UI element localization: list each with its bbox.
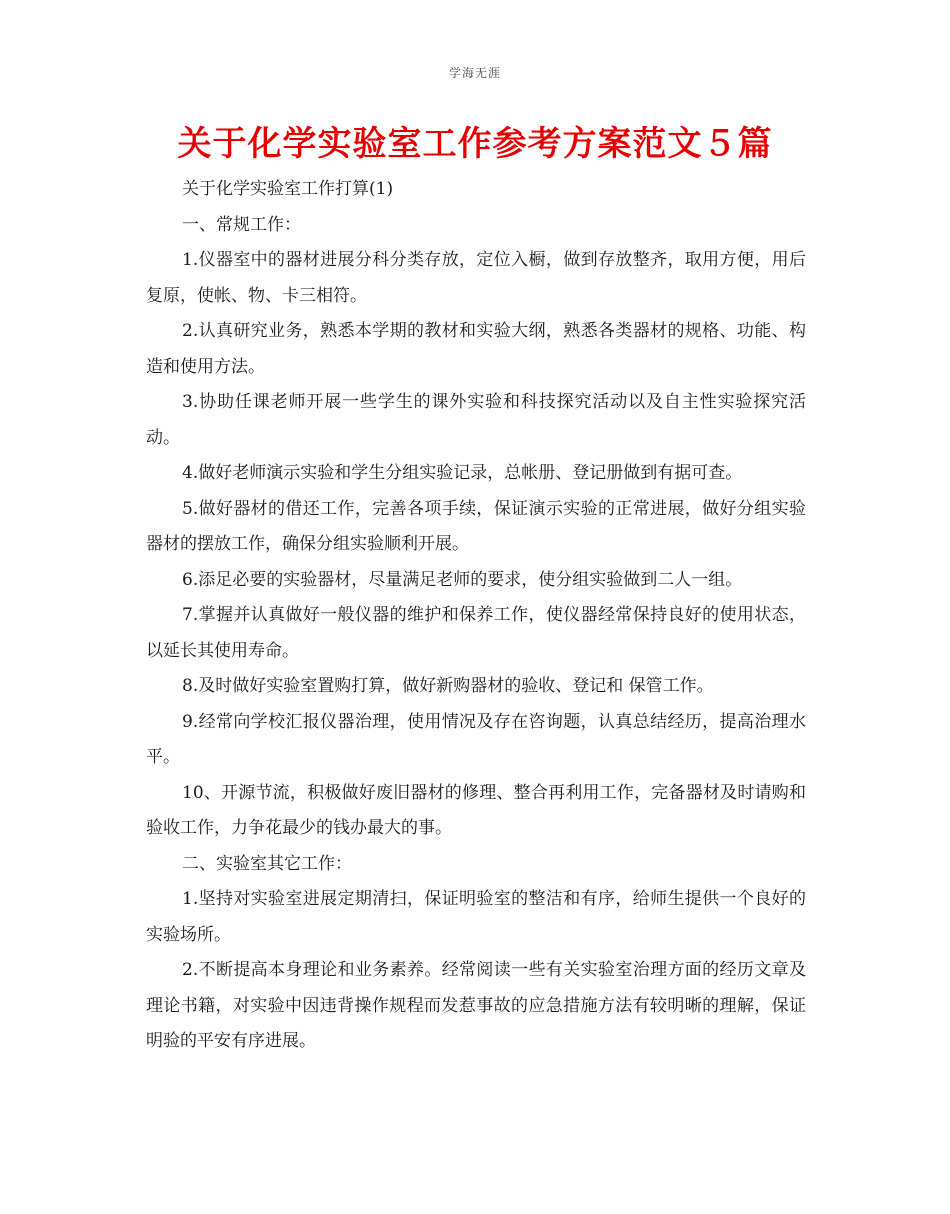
page-header: 学海无涯 (448, 66, 501, 80)
document-body (146, 172, 806, 1060)
paragraph: 7.掌握并认真做好一般仪器的维护和保养工作，使仪器经常保持良好的使用状态，以延长其使用寿命。 (146, 605, 806, 661)
paragraph: 4.做好老师演示实验和学生分组实验记录，总帐册、登记册做到有据可查。 (182, 463, 743, 483)
paragraph: 8.及时做好实验室置购打算，做好新购器材的验收、登记和 保管工作。 (182, 676, 714, 696)
paragraph: 1.仪器室中的器材进展分科分类存放，定位入橱，做到存放整齐，取用方便，用后复原，使帐、物、卡三相符。 (146, 250, 806, 306)
paragraph: 10、开源节流，积极做好废旧器材的修理、整合再利用工作，完备器材及时请购和验收工作，力争花最少的钱办最大的事。 (146, 782, 806, 838)
paragraph: 2.认真研究业务，熟悉本学期的教材和实验大纲，熟悉各类器材的规格、功能、构造和使用方法。 (146, 321, 806, 377)
paragraph: 2.不断提高本身理论和业务素养。经常阅读一些有关实验室治理方面的经历文章及理论书籍，对实验中因违背操作规程而发惹事故的应急措施方法有较明晰的理解，保证明验的平安有序进展。 (146, 960, 806, 1051)
document-title: 关于化学实验室工作参考方案范文５篇 (177, 124, 773, 164)
paragraph: 1.坚持对实验室进展定期清扫，保证明验室的整洁和有序，给师生提供一个良好的实验场所。 (146, 889, 806, 945)
paragraph: 关于化学实验室工作打算(1) (182, 179, 394, 199)
paragraph: 9.经常向学校汇报仪器治理，使用情况及存在咨询题，认真总结经历，提高治理水平。 (146, 711, 806, 767)
paragraph: 5.做好器材的借还工作，完善各项手续，保证演示实验的正常进展，做好分组实验器材的摆放工作，确保分组实验顺利开展。 (146, 498, 806, 554)
paragraph: 一、常规工作： (182, 214, 301, 235)
paragraph: 3.协助任课老师开展一些学生的课外实验和科技探究活动以及自主性实验探究活动。 (146, 392, 806, 448)
paragraph: 6.添足必要的实验器材，尽量满足老师的要求，使分组实验做到二人一组。 (182, 569, 743, 590)
paragraph: 二、实验室其它工作： (182, 853, 352, 874)
